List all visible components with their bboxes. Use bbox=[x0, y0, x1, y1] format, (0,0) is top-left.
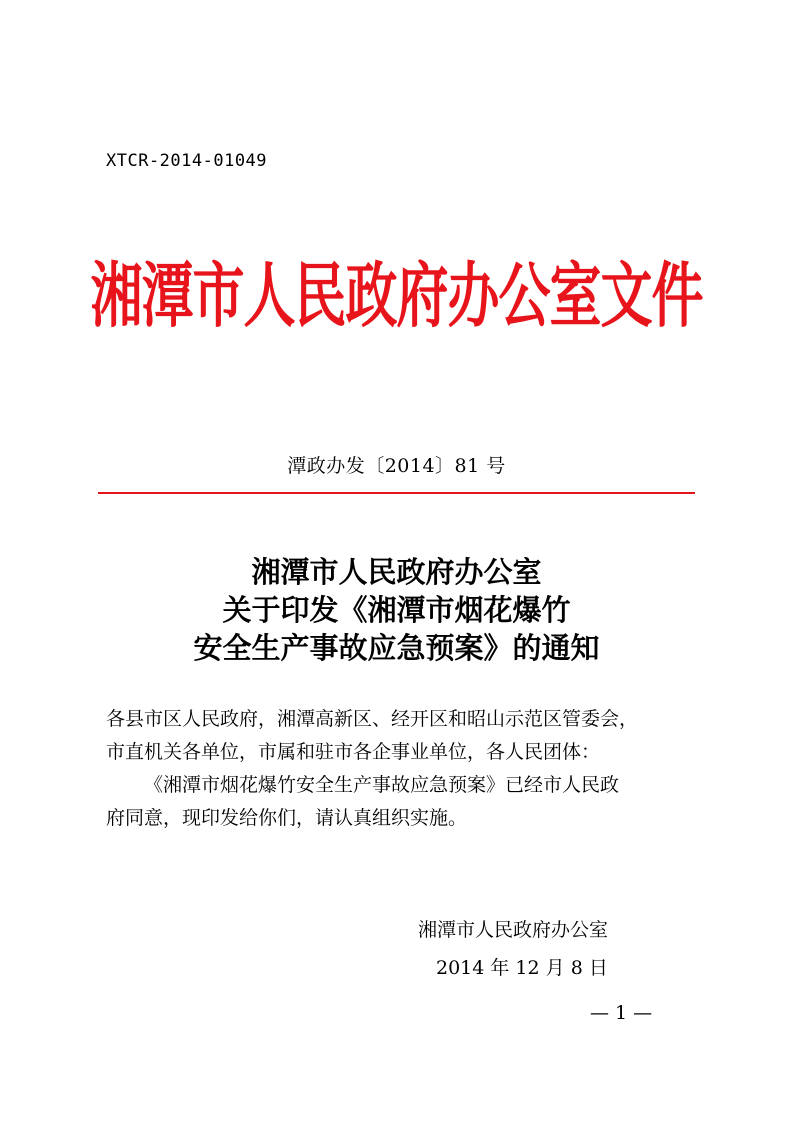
title-line-1: 湘潭市人民政府办公室 bbox=[251, 555, 542, 589]
addressee-line-2: 市直机关各单位，市属和驻市各企事业单位，各人民团体： bbox=[106, 741, 601, 763]
paragraph-line-1: 《湘潭市烟花爆竹安全生产事故应急预案》已经市人民政 bbox=[144, 774, 620, 796]
notice-body bbox=[106, 703, 696, 835]
paragraph-line-2: 府同意，现印发给你们，请认真组织实施。 bbox=[106, 807, 468, 829]
issuing-office: 湘潭市人民政府办公室 bbox=[418, 919, 609, 941]
addressee-line-1: 各县市区人民政府，湘潭高新区、经开区和昭山示范区管委会， bbox=[106, 708, 639, 730]
masthead-title: 湘潭市人民政府办公室文件 bbox=[90, 255, 703, 338]
notice-title bbox=[0, 553, 793, 667]
page-number: — 1 — bbox=[590, 1002, 653, 1024]
issue-date: 2014 年 12 月 8 日 bbox=[436, 957, 608, 979]
title-line-3: 安全生产事故应急预案》的通知 bbox=[193, 631, 600, 665]
red-divider bbox=[98, 492, 695, 494]
title-line-2: 关于印发《湘潭市烟花爆竹 bbox=[222, 593, 571, 627]
document-number: 潭政办发〔2014〕81 号 bbox=[287, 455, 506, 477]
document-code: XTCR-2014-01049 bbox=[106, 151, 268, 171]
